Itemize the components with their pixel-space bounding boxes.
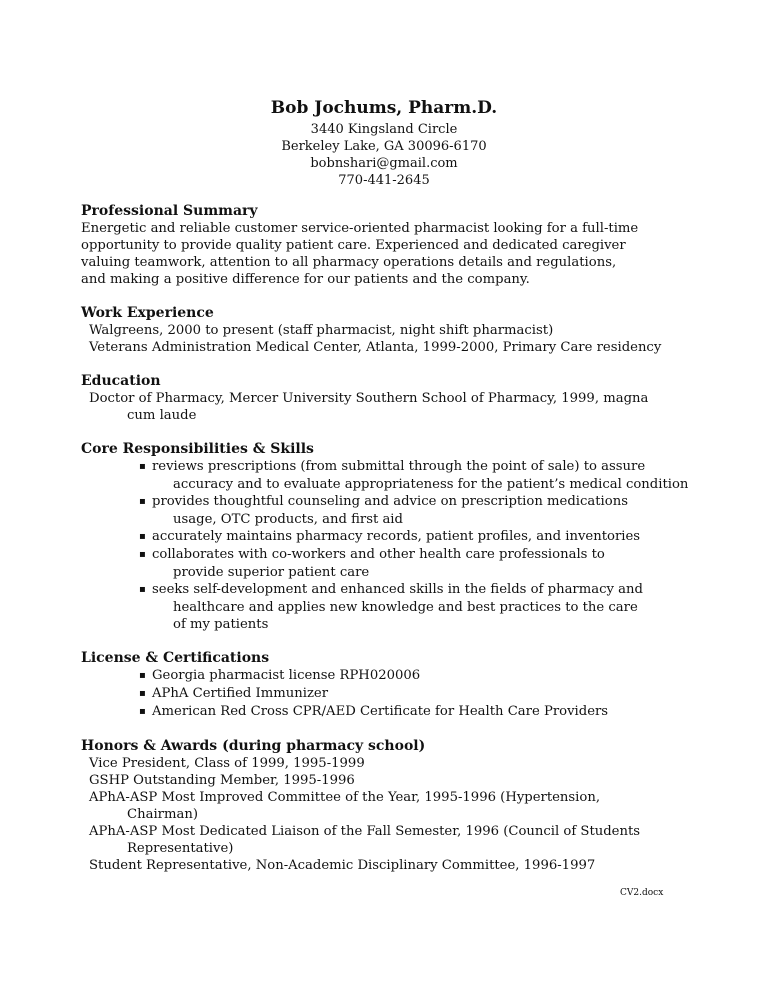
education-heading: Education — [81, 373, 161, 389]
bullet-icon: ▪ — [139, 688, 146, 699]
email: bobnshari@gmail.com — [310, 156, 458, 171]
address-line-1: 3440 Kingsland Circle — [310, 122, 458, 137]
candidate-name: Bob Jochums, Pharm.D. — [270, 98, 498, 118]
skill-item: ▪ provides thoughtful counseling and advice on prescription medications usage, OTC products, and first aid — [139, 494, 628, 527]
education-section — [81, 373, 691, 424]
license-section — [81, 650, 691, 721]
bullet-icon: ▪ — [139, 706, 146, 717]
bullet-icon: ▪ — [139, 549, 146, 560]
work-section — [81, 305, 691, 356]
honor-item: Vice President, Class of 1999, 1995-1999 — [89, 756, 365, 771]
license-heading: License & Certifications — [81, 650, 270, 666]
bullet-icon: ▪ — [139, 670, 146, 681]
resume-body — [81, 203, 691, 874]
summary-text: Energetic and reliable customer service-oriented pharmacist looking for a full-time opportunity to provide quality patient care. Experienced and dedicated caregiver valuing teamwork, attention to all pharmacy operations details and regulations, and making a positive difference for our patients and the company. — [81, 221, 639, 287]
bullet-icon: ▪ — [139, 531, 146, 542]
work-heading: Work Experience — [81, 305, 214, 321]
work-item: Veterans Administration Medical Center, Atlanta, 1999-2000, Primary Care residency — [89, 340, 662, 355]
bullet-icon: ▪ — [139, 461, 146, 472]
address-line-2: Berkeley Lake, GA 30096-6170 — [281, 139, 487, 154]
skills-heading: Core Responsibilities & Skills — [81, 441, 314, 457]
skill-item: ▪ accurately maintains pharmacy records, patient profiles, and inventories — [139, 529, 641, 544]
summary-heading: Professional Summary — [81, 203, 258, 219]
honor-item: APhA-ASP Most Improved Committee of the Year, 1995-1996 (Hypertension, Chairman) — [89, 790, 601, 822]
skill-item: ▪ seeks self-development and enhanced skills in the fields of pharmacy and healthcare and applies new knowledge and best practices to the care of my patients — [139, 582, 643, 632]
phone: 770-441-2645 — [338, 173, 430, 188]
honor-item: GSHP Outstanding Member, 1995-1996 — [89, 773, 355, 788]
skill-item: ▪ reviews prescriptions (from submittal through the point of sale) to assure accuracy and to evaluate appropriateness for the patient’s medical condition — [139, 459, 689, 492]
honors-heading: Honors & Awards (during pharmacy school) — [81, 738, 426, 754]
honors-section — [81, 738, 691, 874]
skills-section — [81, 441, 691, 633]
bullet-icon: ▪ — [139, 584, 146, 595]
skill-item: ▪ collaborates with co-workers and other health care professionals to provide superior patient care — [139, 547, 605, 580]
license-item: ▪ APhA Certified Immunizer — [139, 686, 329, 701]
education-item: Doctor of Pharmacy, Mercer University Southern School of Pharmacy, 1999, magna cum laude — [89, 391, 649, 423]
contact-header — [0, 95, 768, 189]
bullet-icon: ▪ — [139, 496, 146, 507]
honor-item: Student Representative, Non-Academic Disciplinary Committee, 1996-1997 — [89, 858, 596, 873]
license-item: ▪ American Red Cross CPR/AED Certificate for Health Care Providers — [139, 704, 609, 719]
work-item: Walgreens, 2000 to present (staff pharmacist, night shift pharmacist) — [89, 323, 554, 338]
summary-section — [81, 203, 691, 288]
license-item: ▪ Georgia pharmacist license RPH020006 — [139, 668, 421, 683]
honor-item: APhA-ASP Most Dedicated Liaison of the Fall Semester, 1996 (Council of Students Representative) — [89, 824, 641, 856]
document-filename: CV2.docx — [620, 888, 664, 898]
